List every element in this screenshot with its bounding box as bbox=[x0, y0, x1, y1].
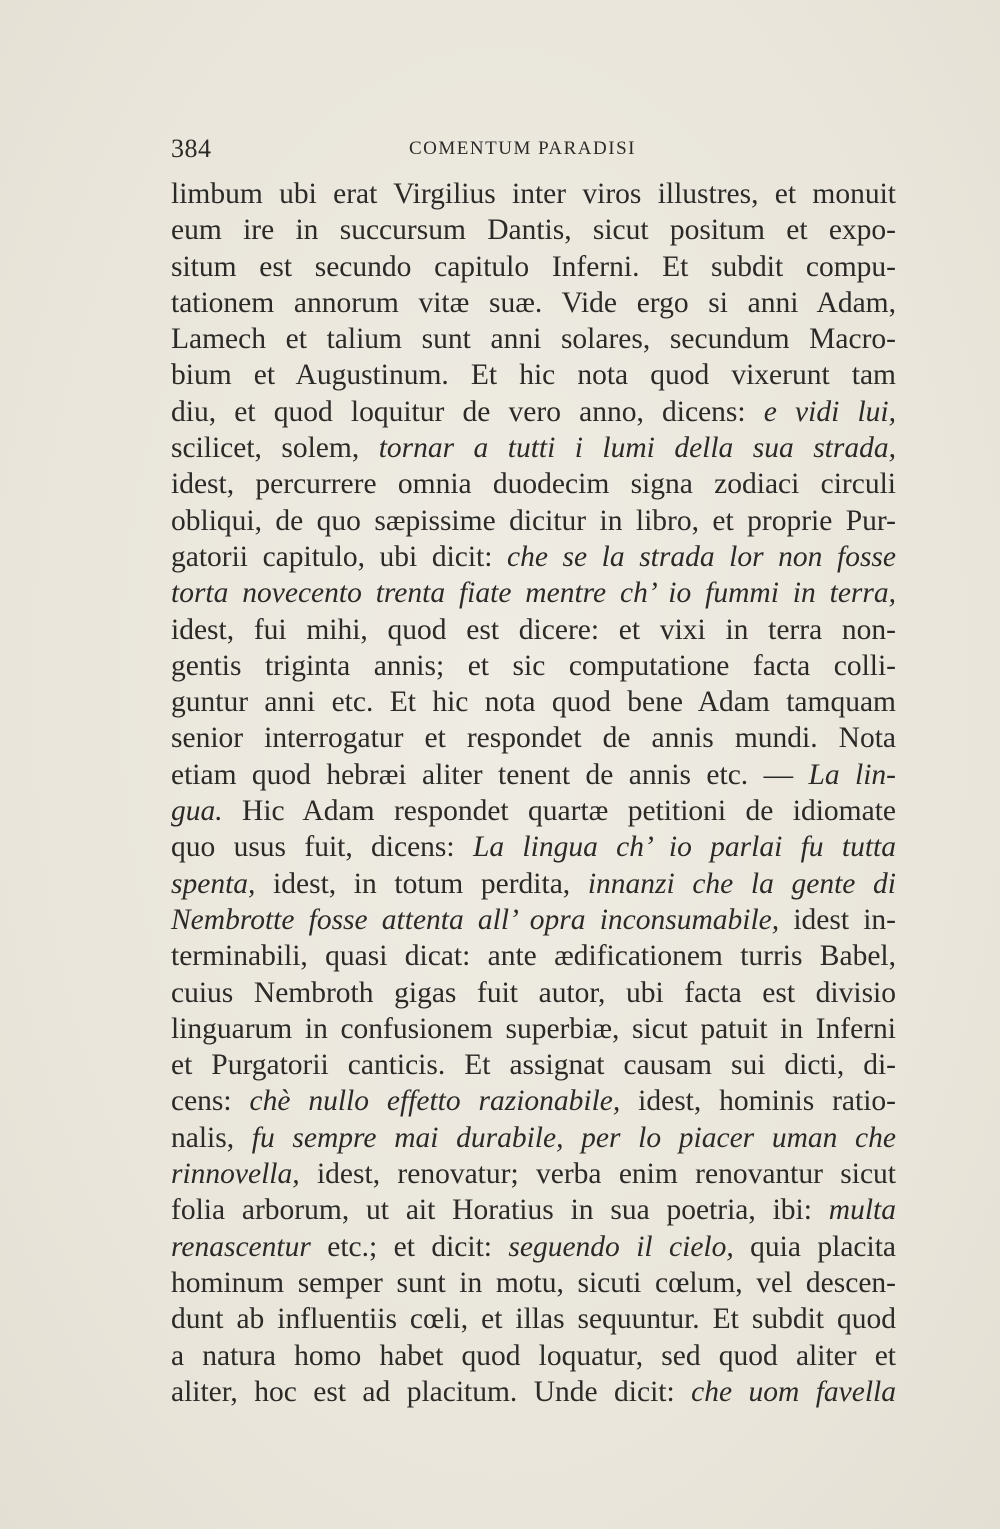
italic-quote: spenta, bbox=[171, 867, 256, 900]
text-segment: eum ire in succursum Dantis, sicut positum et expo- bbox=[171, 214, 896, 247]
text-line bbox=[171, 394, 896, 430]
text-line bbox=[171, 757, 896, 793]
text-segment: idest, percurrere omnia duodecim signa zodiaci circuli bbox=[171, 468, 896, 501]
text-segment: linguarum in confusionem superbiæ, sicut patuit in Inferni bbox=[171, 1012, 896, 1045]
text-line bbox=[171, 684, 896, 720]
text-line bbox=[171, 829, 896, 865]
text-segment: idest in- bbox=[779, 903, 896, 936]
italic-quote: che uom favella bbox=[691, 1375, 896, 1408]
body-text bbox=[171, 176, 896, 1410]
text-line bbox=[171, 612, 896, 648]
italic-quote: tornar a tutti i lumi della sua strada, bbox=[378, 432, 896, 465]
text-line bbox=[171, 1047, 896, 1083]
text-segment: etc.; et dicit: bbox=[310, 1230, 509, 1263]
text-segment: dunt ab influentiis cœli, et illas sequuntur. Et subdit quod bbox=[171, 1303, 896, 1336]
text-line bbox=[171, 212, 896, 248]
text-line bbox=[171, 793, 896, 829]
italic-quote: che se la strada lor non fosse bbox=[507, 540, 897, 573]
text-segment: hominum semper sunt in motu, sicuti cœlum, vel descen- bbox=[171, 1266, 896, 1299]
text-line bbox=[171, 1301, 896, 1337]
text-segment: cens: bbox=[171, 1085, 250, 1118]
text-line bbox=[171, 648, 896, 684]
text-segment: limbum ubi erat Virgilius inter viros illustres, et monuit bbox=[171, 178, 896, 210]
text-segment: idest, in totum perdita, bbox=[255, 867, 588, 900]
text-line bbox=[171, 866, 896, 902]
italic-quote: La lingua ch’ io parlai fu tutta bbox=[472, 831, 896, 864]
page-header bbox=[171, 134, 896, 170]
text-line bbox=[171, 1083, 896, 1119]
italic-quote: La lin- bbox=[808, 758, 896, 791]
text-line bbox=[171, 249, 896, 285]
text-segment: terminabili, quasi dicat: ante ædificationem turris Babel, bbox=[171, 940, 896, 973]
text-segment: gentis triginta annis; et sic computatione facta colli- bbox=[171, 649, 896, 682]
text-segment: a natura homo habet quod loquatur, sed quod aliter et bbox=[171, 1339, 896, 1372]
italic-quote: Nembrotte fosse attenta all’ opra inconsumabile, bbox=[171, 903, 780, 936]
text-segment: cuius Nembroth gigas fuit autor, ubi facta est divisio bbox=[171, 976, 896, 1009]
italic-quote: chè nullo effetto razionabile, bbox=[249, 1085, 621, 1118]
italic-quote: seguendo il cielo, bbox=[508, 1230, 734, 1263]
text-line bbox=[171, 1265, 896, 1301]
text-line bbox=[171, 321, 896, 357]
text-segment: quo usus fuit, dicens: bbox=[171, 831, 473, 864]
text-segment: scilicet, solem, bbox=[171, 432, 379, 465]
text-segment: obliqui, de quo sæpissime dicitur in libro, et proprie Pur- bbox=[171, 504, 896, 537]
text-line bbox=[171, 1338, 896, 1374]
italic-quote: gua. bbox=[171, 795, 223, 828]
text-line bbox=[171, 357, 896, 393]
italic-quote: innanzi che la gente di bbox=[587, 867, 896, 900]
text-segment: diu, et quod loquitur de vero anno, dicens: bbox=[171, 395, 764, 428]
text-segment: senior interrogatur et respondet de annis mundi. Nota bbox=[171, 722, 896, 755]
italic-quote: torta novecento trenta fiate mentre ch’ io fummi in terra, bbox=[171, 577, 896, 610]
text-segment: nalis, bbox=[171, 1121, 252, 1154]
text-line bbox=[171, 1229, 896, 1265]
text-segment: Lamech et talium sunt anni solares, secundum Macro- bbox=[171, 323, 896, 356]
text-line bbox=[171, 466, 896, 502]
text-segment: gatorii capitulo, ubi dicit: bbox=[171, 540, 508, 573]
text-line bbox=[171, 430, 896, 466]
running-head: COMENTUM PARADISI bbox=[409, 138, 636, 159]
text-segment: bium et Augustinum. Et hic nota quod vixerunt tam bbox=[171, 359, 896, 392]
text-line bbox=[171, 902, 896, 938]
italic-quote: multa bbox=[828, 1194, 896, 1227]
text-segment: idest, hominis ratio- bbox=[620, 1085, 896, 1118]
text-line bbox=[171, 503, 896, 539]
text-line bbox=[171, 938, 896, 974]
text-line bbox=[171, 1120, 896, 1156]
page-number: 384 bbox=[171, 134, 212, 163]
italic-quote: e vidi lui, bbox=[763, 395, 896, 428]
text-line bbox=[171, 1156, 896, 1192]
text-segment: Hic Adam respondet quartæ petitioni de idiomate bbox=[222, 795, 896, 828]
text-segment: situm est secundo capitulo Inferni. Et subdit compu- bbox=[171, 250, 896, 283]
text-line bbox=[171, 975, 896, 1011]
text-segment: aliter, hoc est ad placitum. Unde dicit: bbox=[171, 1375, 692, 1408]
italic-quote: rinnovella, bbox=[171, 1158, 300, 1191]
text-line bbox=[171, 539, 896, 575]
text-line bbox=[171, 1192, 896, 1228]
italic-quote: fu sempre mai durabile, per lo piacer uman che bbox=[251, 1121, 896, 1154]
text-line bbox=[171, 1374, 896, 1410]
text-segment: idest, renovatur; verba enim renovantur sicut bbox=[299, 1158, 896, 1191]
italic-quote: renascentur bbox=[171, 1230, 311, 1263]
text-segment: tationem annorum vitæ suæ. Vide ergo si anni Adam, bbox=[171, 286, 896, 319]
text-segment: et Purgatorii canticis. Et assignat causam sui dicti, di- bbox=[171, 1049, 896, 1082]
text-segment: quia placita bbox=[733, 1230, 896, 1263]
text-segment: idest, fui mihi, quod est dicere: et vixi in terra non- bbox=[171, 613, 896, 646]
text-line bbox=[171, 176, 896, 212]
text-line bbox=[171, 720, 896, 756]
text-segment: guntur anni etc. Et hic nota quod bene Adam tamquam bbox=[171, 686, 896, 719]
text-segment: etiam quod hebræi aliter tenent de annis etc. — bbox=[171, 758, 809, 791]
text-line bbox=[171, 1011, 896, 1047]
text-line bbox=[171, 575, 896, 611]
text-segment: folia arborum, ut ait Horatius in sua poetria, ibi: bbox=[171, 1194, 829, 1227]
text-line bbox=[171, 285, 896, 321]
